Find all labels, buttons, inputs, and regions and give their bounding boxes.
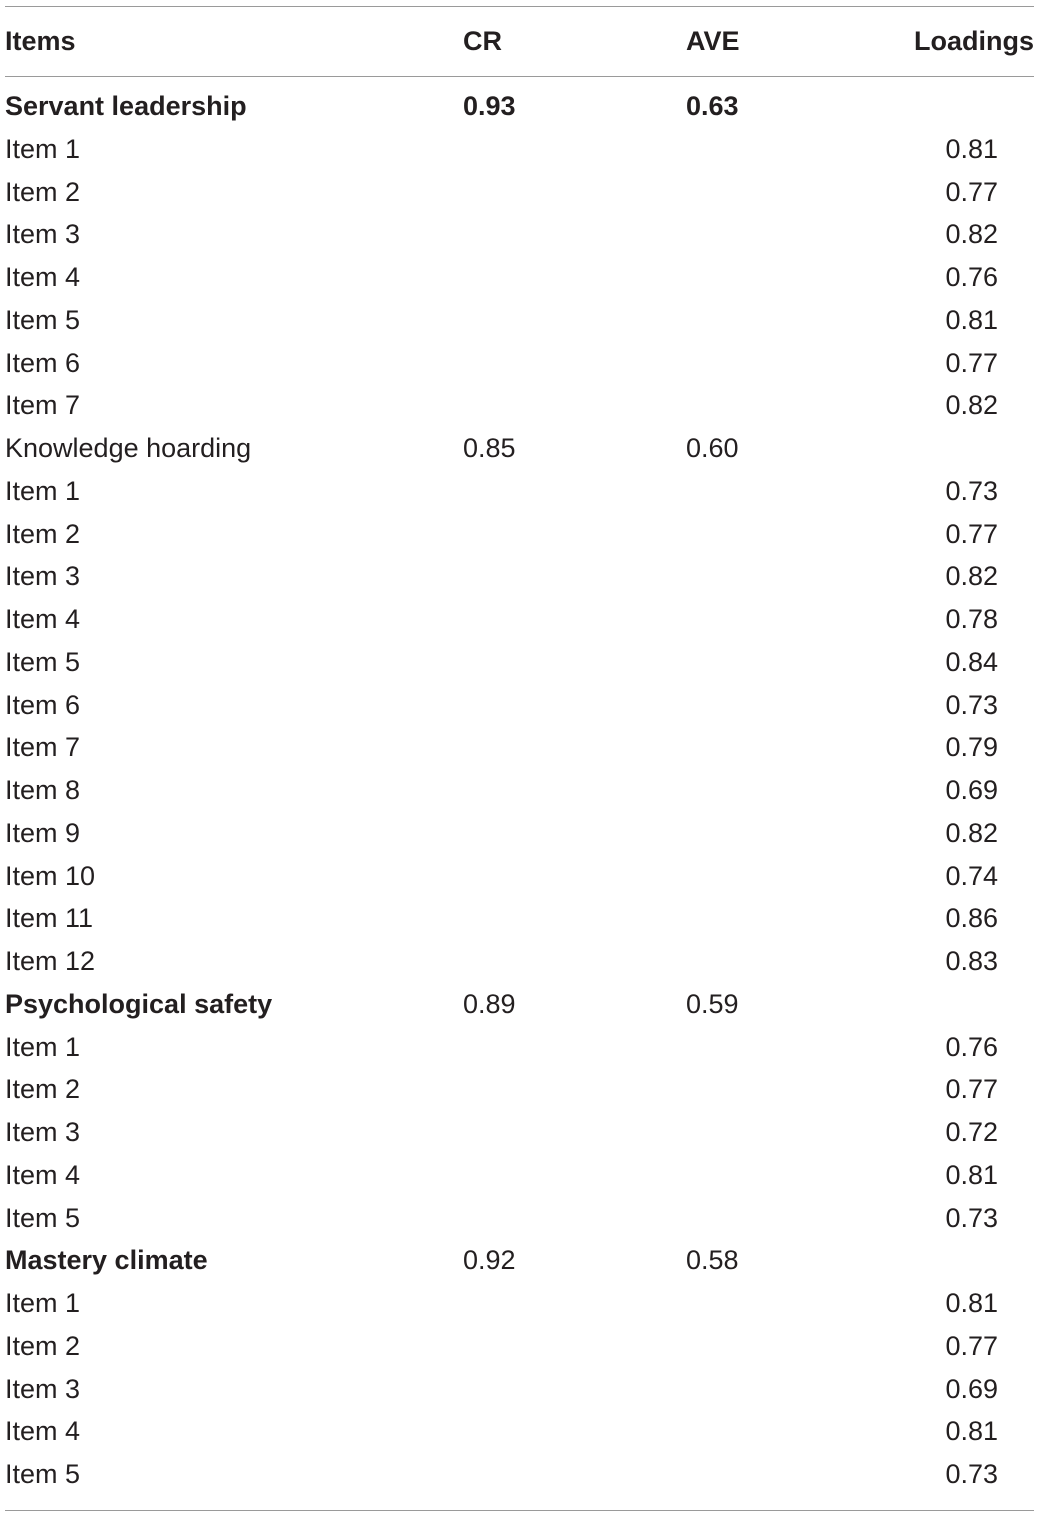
reliability-table	[5, 6, 1034, 1511]
row-item-label: Item 2	[5, 518, 81, 549]
row-item-label: Knowledge hoarding	[5, 433, 252, 463]
table-row	[5, 1156, 1034, 1199]
row-item-label: Item 6	[5, 347, 81, 378]
row-item-label: Item 3	[5, 219, 81, 250]
row-item-label: Item 5	[5, 304, 81, 335]
table-row	[5, 1370, 1034, 1413]
table-row	[5, 1327, 1034, 1370]
table-row	[5, 1412, 1034, 1455]
row-loading-value: 0.77	[945, 176, 998, 207]
row-loading-value: 0.73	[945, 1459, 998, 1489]
row-item-label: Item 1	[5, 1288, 81, 1318]
row-item-label: Item 4	[5, 262, 81, 292]
row-item-label: Item 6	[5, 689, 81, 720]
row-loading-value: 0.77	[945, 347, 998, 378]
row-ave-value: 0.59	[686, 988, 739, 1019]
row-item-label: Item 3	[5, 1117, 81, 1147]
row-item-label: Item 5	[5, 1459, 81, 1489]
row-loading-value: 0.81	[945, 133, 998, 164]
row-loading-value: 0.81	[945, 304, 998, 335]
row-item-label: Item 10	[5, 860, 96, 891]
table-row	[5, 173, 1034, 216]
row-loading-value: 0.76	[945, 1031, 998, 1062]
row-item-label: Item 1	[5, 475, 81, 506]
row-loading-value: 0.74	[945, 860, 998, 891]
table-row	[5, 814, 1034, 857]
table-row	[5, 728, 1034, 771]
row-item-label: Item 3	[5, 1373, 81, 1404]
row-loading-value: 0.77	[945, 518, 998, 549]
row-item-label: Item 2	[5, 1074, 81, 1105]
row-item-label: Item 5	[5, 646, 81, 677]
table-row	[5, 472, 1034, 515]
table-row	[5, 643, 1034, 686]
table-row	[5, 258, 1034, 301]
row-loading-value: 0.83	[945, 946, 998, 976]
header-items: Items	[5, 26, 76, 56]
table-row	[5, 942, 1034, 985]
row-loading-value: 0.72	[945, 1117, 998, 1147]
table-row	[5, 686, 1034, 729]
row-item-label: Item 1	[5, 1031, 81, 1062]
row-cr-value: 0.85	[463, 433, 516, 463]
row-cr-value: 0.92	[463, 1245, 516, 1276]
bottom-rule	[5, 1510, 1034, 1511]
row-loading-value: 0.78	[945, 604, 998, 634]
table-row	[5, 1113, 1034, 1156]
header-loadings: Loadings	[914, 26, 1034, 56]
row-item-label: Item 8	[5, 775, 81, 805]
table-row	[5, 87, 1034, 130]
row-loading-value: 0.73	[945, 475, 998, 506]
table-row	[5, 1199, 1034, 1242]
row-loading-value: 0.81	[945, 1288, 998, 1318]
row-loading-value: 0.84	[945, 646, 998, 677]
row-item-label: Item 2	[5, 176, 81, 207]
row-item-label: Item 7	[5, 732, 81, 763]
table-row	[5, 215, 1034, 258]
row-loading-value: 0.76	[945, 262, 998, 292]
row-loading-value: 0.77	[945, 1074, 998, 1105]
table-row	[5, 600, 1034, 643]
row-loading-value: 0.81	[945, 1416, 998, 1447]
row-item-label: Item 12	[5, 946, 96, 976]
row-cr-value: 0.93	[463, 91, 516, 121]
row-item-label: Servant leadership	[5, 91, 247, 121]
table-row	[5, 557, 1034, 600]
row-item-label: Item 1	[5, 133, 81, 164]
table-row	[5, 857, 1034, 900]
header-cr: CR	[463, 26, 502, 56]
row-loading-value: 0.77	[945, 1330, 998, 1361]
table-row	[5, 1028, 1034, 1071]
row-loading-value: 0.82	[945, 390, 998, 421]
table-row	[5, 1070, 1034, 1113]
row-loading-value: 0.82	[945, 219, 998, 250]
row-item-label: Item 4	[5, 604, 81, 634]
row-loading-value: 0.79	[945, 732, 998, 763]
table-row	[5, 985, 1034, 1028]
table-row	[5, 899, 1034, 942]
table-row	[5, 515, 1034, 558]
table-header	[5, 7, 1034, 76]
row-ave-value: 0.63	[686, 91, 739, 121]
row-item-label: Item 5	[5, 1202, 81, 1233]
row-ave-value: 0.58	[686, 1245, 739, 1276]
row-item-label: Item 4	[5, 1159, 81, 1190]
row-item-label: Mastery climate	[5, 1245, 208, 1276]
table-row	[5, 1455, 1034, 1498]
row-item-label: Item 4	[5, 1416, 81, 1447]
header-ave: AVE	[686, 26, 740, 56]
table-row	[5, 1284, 1034, 1327]
table-row	[5, 386, 1034, 429]
table-row	[5, 344, 1034, 387]
row-loading-value: 0.86	[945, 903, 998, 934]
table-row	[5, 1241, 1034, 1284]
row-loading-value: 0.82	[945, 561, 998, 592]
row-item-label: Item 11	[5, 903, 94, 934]
row-loading-value: 0.73	[945, 1202, 998, 1233]
row-item-label: Item 3	[5, 561, 81, 592]
row-loading-value: 0.81	[945, 1159, 998, 1190]
row-cr-value: 0.89	[463, 988, 516, 1019]
row-loading-value: 0.82	[945, 817, 998, 848]
table-row	[5, 429, 1034, 472]
row-item-label: Item 2	[5, 1330, 81, 1361]
table-row	[5, 130, 1034, 173]
row-item-label: Item 7	[5, 390, 81, 421]
row-ave-value: 0.60	[686, 433, 739, 463]
table-row	[5, 771, 1034, 814]
row-item-label: Item 9	[5, 817, 81, 848]
row-loading-value: 0.73	[945, 689, 998, 720]
table-row	[5, 301, 1034, 344]
table-body	[5, 77, 1034, 1498]
row-loading-value: 0.69	[945, 1373, 998, 1404]
row-item-label: Psychological safety	[5, 988, 273, 1019]
row-loading-value: 0.69	[945, 775, 998, 805]
